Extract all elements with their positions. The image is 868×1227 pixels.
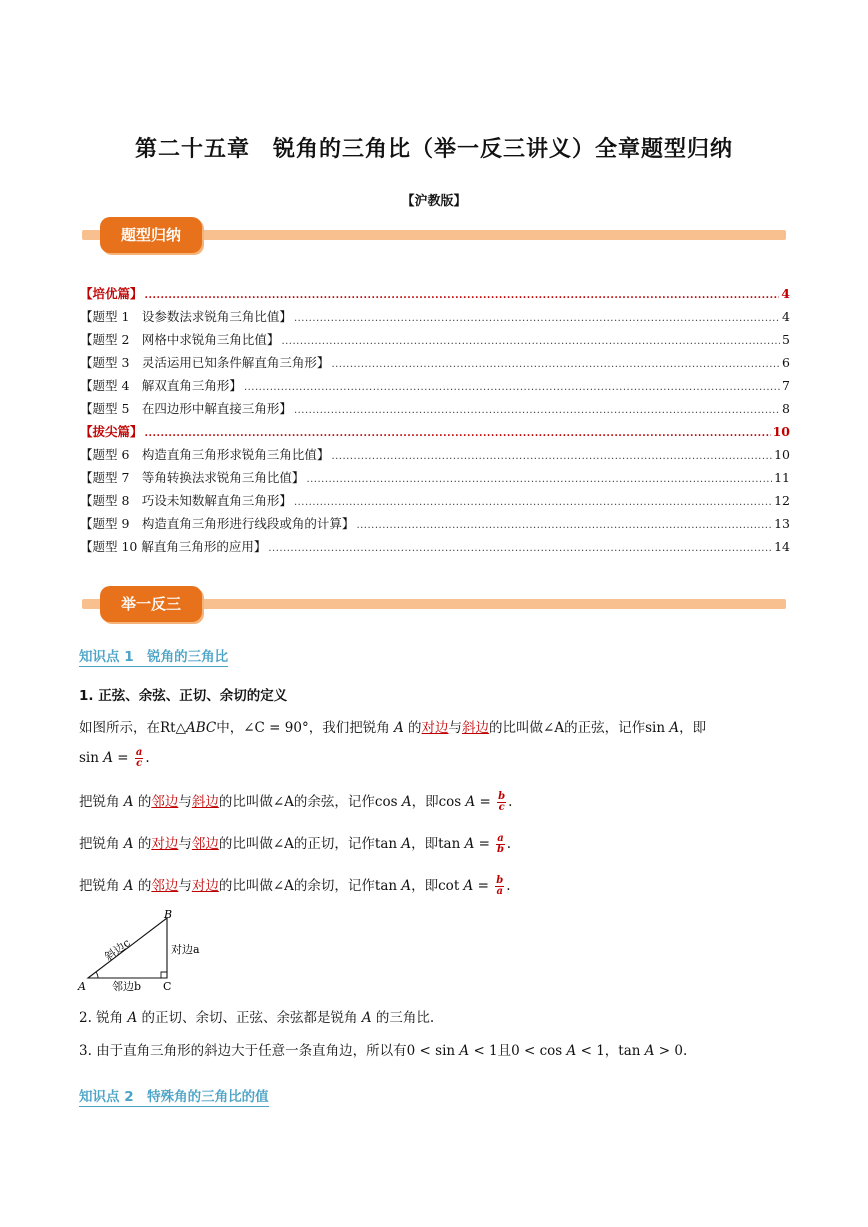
toc-page-number: 14 — [774, 539, 790, 554]
adjacent-label: 邻边b — [112, 980, 142, 993]
toc-banner-label: 题型归纳 — [100, 217, 202, 253]
toc-entry[interactable] — [80, 353, 790, 376]
toc-entry[interactable] — [80, 468, 790, 491]
toc-entry-label: 【题型 2 网格中求锐角三角比值】 — [80, 332, 280, 347]
toc-entry[interactable] — [80, 491, 790, 514]
toc-page-number: 13 — [774, 516, 790, 531]
toc-entry-label: 【题型 8 巧设未知数解直角三角形】 — [80, 493, 292, 508]
toc-leader-dots — [294, 313, 780, 324]
tangent-fraction: $\frac{a}{b}$ — [496, 833, 504, 855]
tangent-definition: 把锐角 A 的对边与邻边的比叫做∠A的正切，记作tan A，即tan A = $\frac{a}{b}$ . — [79, 833, 512, 855]
toc-page-number: 7 — [782, 378, 790, 393]
knowledge-point-1: 知识点 1 锐角的三角比 — [79, 645, 228, 667]
toc-page-number: 5 — [782, 332, 790, 347]
vertex-a-label: A — [78, 980, 86, 993]
toc-leader-dots — [294, 497, 772, 508]
page-title: 第二十五章 锐角的三角比（举一反三讲义）全章题型归纳 — [134, 137, 733, 162]
toc-page-number: 8 — [782, 401, 790, 416]
statement-3: 3. 由于直角三角形的斜边大于任意一条直角边，所以有0 < sin A < 1且0 < cos A < 1，tan A > 0. — [79, 1043, 688, 1059]
toc-page-number: 6 — [782, 355, 790, 370]
examples-banner-label: 举一反三 — [100, 586, 202, 622]
cosine-definition: 把锐角 A 的邻边与斜边的比叫做∠A的余弦，记作cos A，即cos A = $\frac{b}{c}$ . — [79, 791, 513, 813]
toc-entry[interactable] — [80, 514, 790, 537]
toc-entry[interactable] — [80, 445, 790, 468]
toc-entry-label: 【题型 5 在四边形中解直接三角形】 — [80, 401, 292, 416]
hypotenuse-label: 斜边c — [102, 936, 133, 964]
cotangent-fraction: $\frac{b}{a}$ — [496, 875, 504, 897]
toc-entry[interactable] — [80, 399, 790, 422]
toc-entry-label: 【题型 9 构造直角三角形进行线段或角的计算】 — [80, 516, 355, 531]
toc-page-number: 4 — [781, 286, 790, 301]
toc-banner — [82, 217, 786, 253]
sine-definition: 如图所示，在Rt△ABC中，∠C = 90°，我们把锐角 A 的对边与斜边的比叫做∠A的正弦，记作sin A，即 — [79, 720, 707, 736]
vertex-b-label: B — [164, 908, 173, 921]
toc-leader-dots — [268, 543, 772, 554]
toc-leader-dots — [294, 405, 780, 416]
toc-page-number: 12 — [774, 493, 790, 508]
toc-entry[interactable] — [80, 537, 790, 560]
toc-leader-dots — [306, 474, 772, 485]
toc-leader-dots — [145, 428, 771, 439]
sine-formula: sin A = $\frac{a}{c}$ . — [79, 747, 150, 769]
toc-leader-dots — [145, 290, 780, 301]
statement-2: 2. 锐角 A 的正切、余切、正弦、余弦都是锐角 A 的三角比. — [79, 1010, 435, 1026]
examples-banner — [82, 586, 786, 622]
toc-page-number: 10 — [774, 447, 790, 462]
knowledge-point-2: 知识点 2 特殊角的三角比的值 — [79, 1085, 269, 1107]
right-triangle-diagram — [74, 908, 214, 994]
opposite-label: 对边a — [171, 943, 200, 956]
toc-entry[interactable] — [80, 307, 790, 330]
hypotenuse-term: 斜边 — [462, 720, 490, 736]
toc-entry-label: 【题型 1 设参数法求锐角三角比值】 — [80, 309, 292, 324]
toc-entry-label: 【题型 6 构造直角三角形求锐角三角比值】 — [80, 447, 330, 462]
edition-label: 【沪教版】 — [401, 194, 467, 209]
toc-entry-label: 【培优篇】 — [80, 286, 143, 301]
toc-page-number: 4 — [782, 309, 790, 324]
toc-page-number: 11 — [774, 470, 790, 485]
toc-entry-label: 【题型 3 灵活运用已知条件解直角三角形】 — [80, 355, 330, 370]
toc-entry-label: 【题型 10 解直角三角形的应用】 — [80, 539, 267, 554]
toc-entry[interactable] — [80, 376, 790, 399]
toc-leader-dots — [281, 336, 780, 347]
toc-entry-label: 【题型 4 解双直角三角形】 — [80, 378, 242, 393]
toc-leader-dots — [356, 520, 772, 531]
vertex-c-label: C — [163, 980, 172, 993]
toc-section[interactable] — [80, 422, 790, 445]
sine-fraction: $\frac{a}{c}$ — [135, 747, 143, 769]
cosine-fraction: $\frac{b}{c}$ — [498, 791, 506, 813]
toc-page-number: 10 — [772, 424, 790, 439]
cotangent-definition: 把锐角 A 的邻边与对边的比叫做∠A的余切，记作tan A，即cot A = $\frac{b}{a}$ . — [79, 875, 511, 897]
table-of-contents — [80, 284, 790, 560]
toc-section[interactable] — [80, 284, 790, 307]
toc-entry[interactable] — [80, 330, 790, 353]
toc-entry-label: 【题型 7 等角转换法求锐角三角比值】 — [80, 470, 305, 485]
opposite-side-term: 对边 — [421, 720, 449, 736]
toc-leader-dots — [331, 451, 772, 462]
toc-leader-dots — [331, 359, 780, 370]
definition-heading: 1. 正弦、余弦、正切、余切的定义 — [79, 688, 288, 704]
toc-leader-dots — [244, 382, 780, 393]
toc-entry-label: 【拔尖篇】 — [80, 424, 143, 439]
